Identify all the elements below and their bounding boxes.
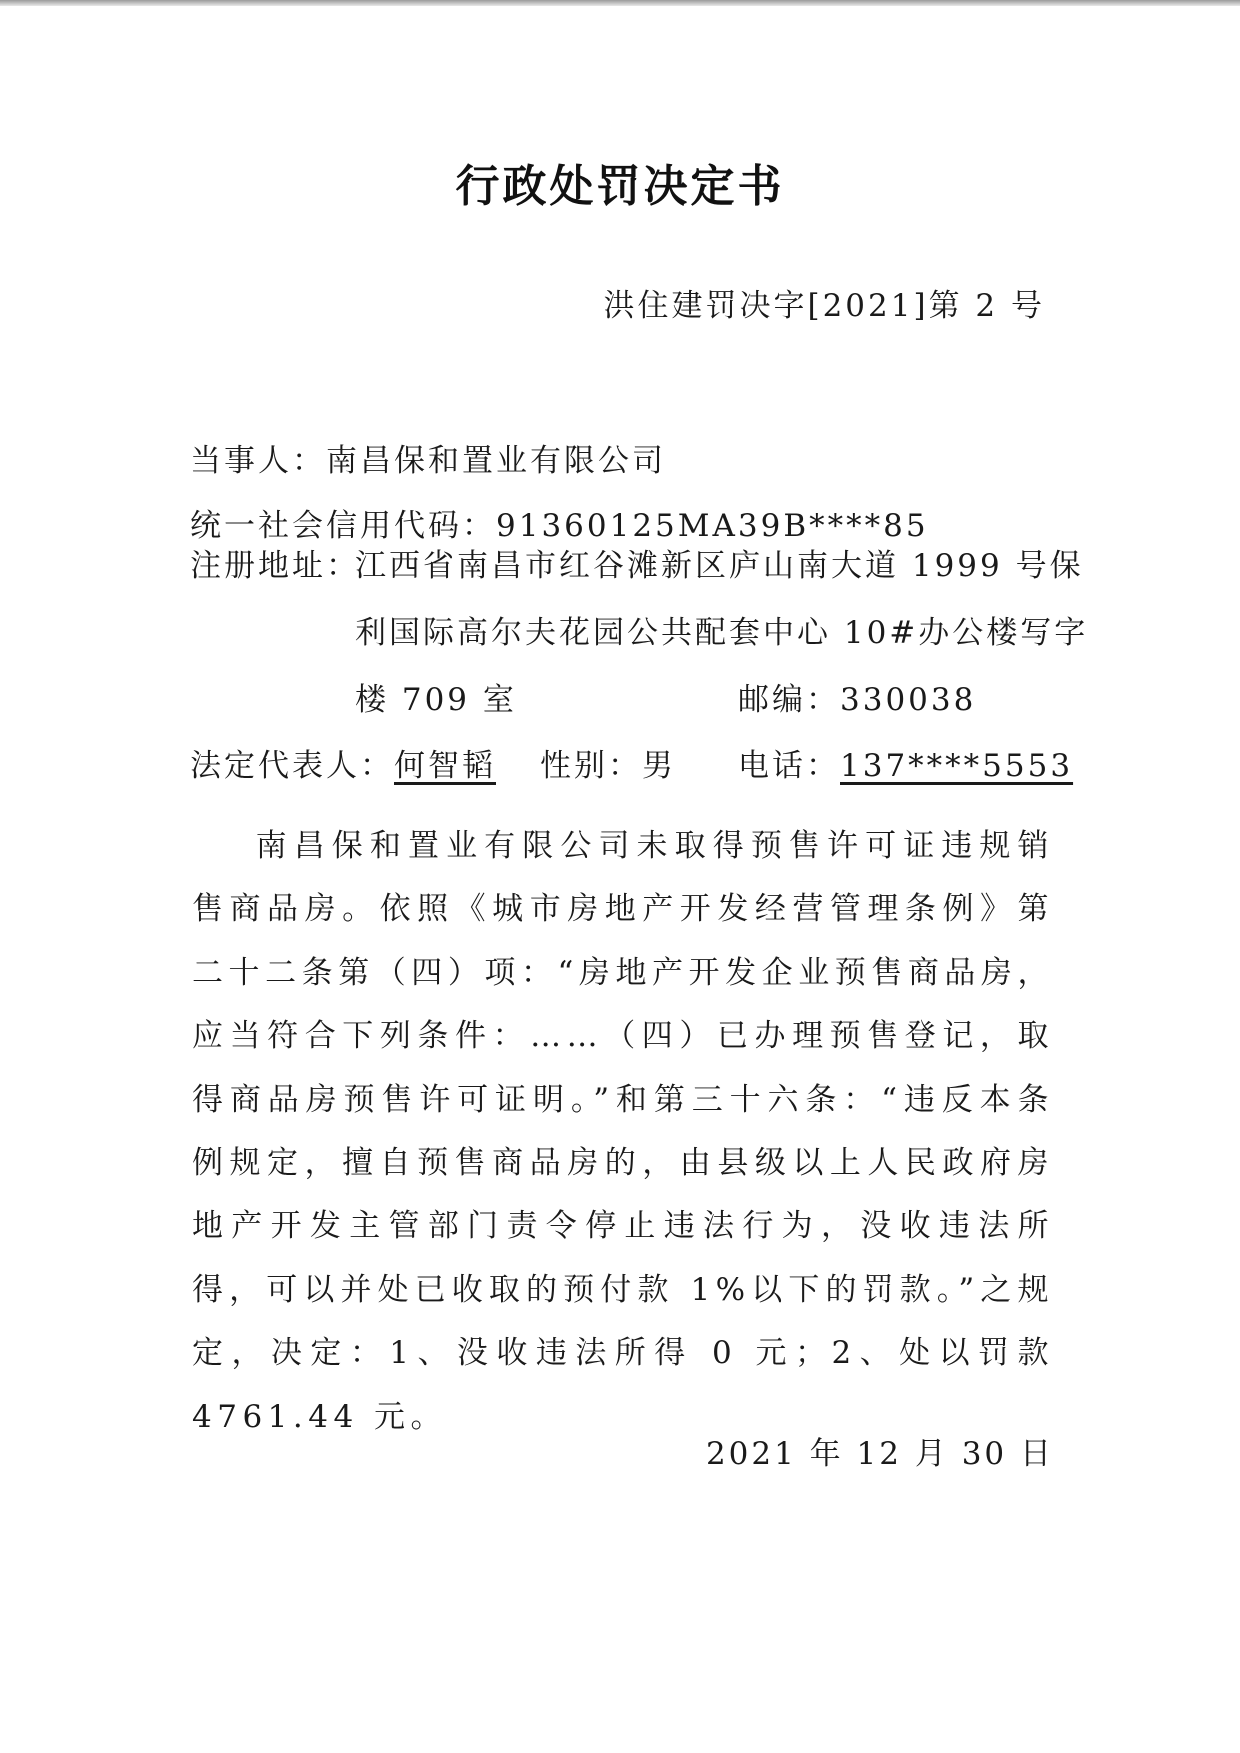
party-name-row <box>190 435 666 480</box>
address-label: 注册地址： <box>190 548 360 584</box>
legal-rep-label: 法定代表人： <box>190 748 394 784</box>
decision-date: 2021 年 12 月 30 日 <box>705 1436 1054 1472</box>
postcode-label: 邮编： <box>738 682 840 718</box>
party-name: 南昌保和置业有限公司 <box>326 443 666 479</box>
decision-body <box>192 815 1054 1449</box>
gender: 男 <box>642 748 676 784</box>
legal-rep-row <box>190 740 496 785</box>
address-line-1: 江西省南昌市红谷滩新区庐山南大道 1999 号保 <box>355 548 1084 584</box>
phone-label: 电话： <box>738 748 840 784</box>
credit-code-label: 统一社会信用代码： <box>190 508 496 544</box>
gender-row <box>540 740 676 785</box>
decision-paragraph: 南昌保和置业有限公司未取得预售许可证违规销售商品房。依照《城市房地产开发经营管理条例》第二十二条第（四）项：“房地产开发企业预售商品房，应当符合下列条件：……（四）已办理预售登记，取得商品房预售许可证明。”和第三十六条：“违反本条例规定，擅自预售商品房的，由县级以上人民政府房地产开发主管部门责令停止违法行为，没收违法所得，可以并处已收取的预付款 1%以下的罚款。”之规定，决定：1、没收违法所得 0 元；2、处以罚款 4761.44 元。 <box>192 828 1054 1435</box>
gender-label: 性别： <box>540 748 642 784</box>
document-title: 行政处罚决定书 <box>455 161 785 212</box>
legal-rep-name: 何智韬 <box>394 748 496 784</box>
party-name-label: 当事人： <box>190 443 326 479</box>
phone: 137****5553 <box>840 748 1074 784</box>
credit-code-row <box>190 500 929 545</box>
address-line-3: 楼 709 室 <box>355 682 517 718</box>
document-number: 洪住建罚决字[2021]第 2 号 <box>603 288 1045 324</box>
phone-row <box>738 740 1073 785</box>
postcode: 330038 <box>840 682 977 718</box>
address-line-2: 利国际高尔夫花园公共配套中心 10#办公楼写字 <box>355 615 1089 651</box>
scan-top-edge <box>0 0 1240 6</box>
postcode-row <box>738 674 976 719</box>
credit-code: 91360125MA39B****85 <box>496 508 929 544</box>
